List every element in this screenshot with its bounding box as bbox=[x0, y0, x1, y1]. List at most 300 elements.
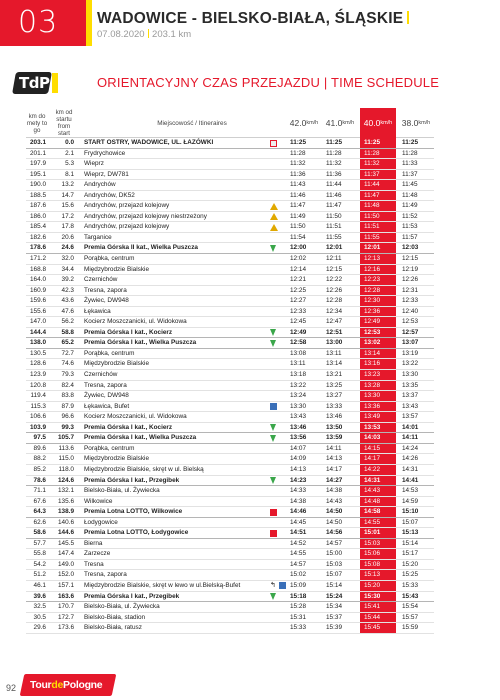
stage-date: 07.08.2020 bbox=[97, 29, 145, 40]
place-cell: Łodygowice bbox=[84, 518, 118, 526]
time-cell: 11:28 bbox=[402, 149, 418, 157]
km-to-go-cell: 103.9 bbox=[30, 423, 46, 431]
place-cell: Wieprz, DW781 bbox=[84, 170, 129, 178]
time-cell: 14:31 bbox=[402, 465, 418, 473]
mountain-classification-icon bbox=[270, 340, 276, 347]
time-cell: 12:15 bbox=[402, 255, 418, 263]
km-from-start-cell: 124.6 bbox=[58, 476, 74, 484]
time-cell: 12:01 bbox=[326, 244, 343, 252]
table-row bbox=[26, 275, 434, 286]
place-cell: Łękawica bbox=[84, 307, 111, 315]
km-from-start-cell: 138.9 bbox=[58, 508, 74, 516]
time-cell: 13:00 bbox=[326, 339, 343, 347]
km-from-start-cell: 145.5 bbox=[58, 539, 74, 547]
table-row bbox=[26, 412, 434, 423]
table-row bbox=[26, 296, 434, 307]
time-cell: 12:58 bbox=[290, 339, 307, 347]
time-cell: 11:50 bbox=[326, 212, 342, 220]
table-row bbox=[26, 233, 434, 244]
km-to-go-cell: 144.4 bbox=[30, 328, 46, 336]
km-from-start-cell: 163.6 bbox=[58, 592, 74, 600]
table-row bbox=[26, 191, 434, 202]
time-cell: 14:58 bbox=[364, 508, 381, 516]
table-row bbox=[26, 212, 434, 223]
place-cell: Żywiec, DW948 bbox=[84, 297, 129, 305]
time-cell: 14:17 bbox=[364, 455, 380, 463]
time-cell: 14:07 bbox=[290, 444, 306, 452]
km-to-go-cell: 160.9 bbox=[30, 286, 46, 294]
time-cell: 15:07 bbox=[326, 571, 342, 579]
mountain-classification-icon bbox=[270, 435, 276, 442]
subtitle-separator bbox=[148, 29, 150, 38]
km-from-start-cell: 82.4 bbox=[61, 381, 74, 389]
place-cell: Wieprz bbox=[84, 160, 104, 168]
time-cell: 11:48 bbox=[402, 191, 418, 199]
time-cell: 11:49 bbox=[290, 212, 306, 220]
time-cell: 15:08 bbox=[364, 560, 380, 568]
header-speed-unit: km/h bbox=[306, 119, 319, 126]
km-from-start-cell: 72.7 bbox=[61, 349, 74, 357]
time-cell: 14:50 bbox=[326, 508, 343, 516]
time-cell: 11:28 bbox=[290, 149, 306, 157]
km-from-start-cell: 115.0 bbox=[58, 455, 74, 463]
time-cell: 13:24 bbox=[290, 392, 306, 400]
place-cell: Tresna, zapora bbox=[84, 381, 127, 389]
time-cell: 13:46 bbox=[326, 413, 342, 421]
header-speed-unit: km/h bbox=[380, 119, 393, 126]
header-speed-2 bbox=[360, 108, 396, 138]
km-from-start-cell: 83.8 bbox=[61, 392, 74, 400]
time-cell: 13:57 bbox=[402, 413, 418, 421]
km-from-start-cell: 39.2 bbox=[61, 276, 74, 284]
time-cell: 15:13 bbox=[402, 529, 419, 537]
time-cell: 11:54 bbox=[290, 233, 306, 241]
km-from-start-cell: 132.1 bbox=[58, 487, 74, 495]
time-cell: 13:36 bbox=[364, 402, 380, 410]
time-cell: 13:43 bbox=[290, 413, 306, 421]
time-cell: 11:47 bbox=[326, 202, 342, 210]
time-cell: 13:35 bbox=[402, 381, 418, 389]
place-cell: Tresna bbox=[84, 560, 104, 568]
time-cell: 11:55 bbox=[326, 233, 342, 241]
time-cell: 15:54 bbox=[402, 603, 418, 611]
km-from-start-cell: 2.1 bbox=[65, 149, 74, 157]
place-cell: Premia Górska I kat., Przegibek bbox=[84, 592, 180, 600]
time-cell: 11:37 bbox=[364, 170, 380, 178]
place-cell: Zarzecze bbox=[84, 550, 111, 558]
time-cell: 12:51 bbox=[326, 328, 343, 336]
time-cell: 11:43 bbox=[290, 181, 306, 189]
time-cell: 14:52 bbox=[290, 539, 306, 547]
time-cell: 13:33 bbox=[326, 402, 342, 410]
time-cell: 11:37 bbox=[402, 170, 418, 178]
km-to-go-cell: 120.8 bbox=[30, 381, 46, 389]
km-to-go-cell: 178.6 bbox=[30, 244, 46, 252]
time-cell: 12:45 bbox=[290, 318, 306, 326]
km-to-go-cell: 54.2 bbox=[33, 560, 46, 568]
km-to-go-cell: 201.1 bbox=[30, 149, 46, 157]
time-cell: 11:55 bbox=[364, 233, 380, 241]
km-to-go-cell: 182.6 bbox=[30, 233, 46, 241]
time-cell: 12:26 bbox=[326, 286, 342, 294]
km-from-start-cell: 8.1 bbox=[65, 170, 74, 178]
time-cell: 14:38 bbox=[326, 487, 342, 495]
mountain-classification-icon bbox=[270, 593, 276, 600]
time-cell: 12:49 bbox=[290, 328, 307, 336]
km-from-start-cell: 5.3 bbox=[65, 160, 74, 168]
table-row bbox=[26, 444, 434, 455]
time-cell: 15:06 bbox=[364, 550, 380, 558]
stage-number: 03 bbox=[18, 5, 59, 40]
km-to-go-cell: 130.5 bbox=[30, 349, 46, 357]
time-cell: 12:16 bbox=[364, 265, 380, 273]
time-cell: 14:38 bbox=[290, 497, 306, 505]
table-row bbox=[26, 497, 434, 508]
time-cell: 15:20 bbox=[402, 560, 418, 568]
table-row bbox=[26, 170, 434, 181]
table-row bbox=[26, 338, 434, 349]
time-cell: 11:49 bbox=[402, 202, 418, 210]
time-cell: 13:59 bbox=[326, 434, 343, 442]
km-from-start-cell: 42.3 bbox=[61, 286, 74, 294]
mountain-classification-icon bbox=[270, 424, 276, 431]
time-cell: 15:45 bbox=[364, 624, 380, 632]
time-cell: 11:50 bbox=[364, 212, 380, 220]
table-row bbox=[26, 476, 434, 487]
time-cell: 14:59 bbox=[402, 497, 418, 505]
tour-de-pologne-logo bbox=[20, 674, 117, 696]
time-cell: 14:46 bbox=[290, 508, 307, 516]
time-cell: 13:49 bbox=[364, 413, 380, 421]
table-row bbox=[26, 613, 434, 624]
time-cell: 15:09 bbox=[290, 581, 306, 589]
time-cell: 15:59 bbox=[402, 624, 418, 632]
time-cell: 15:37 bbox=[326, 613, 342, 621]
time-cell: 15:33 bbox=[290, 624, 306, 632]
time-cell: 14:57 bbox=[290, 560, 306, 568]
km-to-go-cell: 62.6 bbox=[33, 518, 46, 526]
time-cell: 11:25 bbox=[402, 139, 418, 146]
header-km-from-start: km od startu from start bbox=[55, 109, 73, 137]
table-row bbox=[26, 307, 434, 318]
table-row bbox=[26, 201, 434, 212]
km-to-go-cell: 164.0 bbox=[30, 276, 46, 284]
table-row bbox=[26, 507, 434, 518]
table-body bbox=[26, 138, 434, 634]
time-cell: 12:23 bbox=[364, 276, 380, 284]
time-cell: 12:49 bbox=[364, 318, 380, 326]
time-cell: 12:22 bbox=[326, 276, 342, 284]
table-row bbox=[26, 402, 434, 413]
railway-crossing-warning-icon bbox=[270, 213, 278, 220]
place-cell: Porąbka, centrum bbox=[84, 349, 135, 357]
time-cell: 11:33 bbox=[402, 160, 418, 168]
km-from-start-cell: 65.2 bbox=[61, 339, 74, 347]
time-cell: 14:17 bbox=[326, 465, 342, 473]
time-cell: 12:53 bbox=[364, 328, 381, 336]
time-cell: 14:51 bbox=[290, 529, 307, 537]
time-cell: 13:07 bbox=[402, 339, 419, 347]
time-cell: 15:57 bbox=[402, 613, 418, 621]
time-cell: 14:55 bbox=[364, 518, 380, 526]
time-cell: 14:11 bbox=[402, 434, 418, 442]
stage-title bbox=[97, 10, 409, 28]
time-cell: 11:28 bbox=[326, 149, 342, 157]
time-cell: 14:41 bbox=[402, 476, 419, 484]
km-to-go-cell: 138.0 bbox=[30, 339, 46, 347]
time-cell: 13:21 bbox=[326, 371, 342, 379]
time-cell: 15:34 bbox=[326, 603, 342, 611]
time-cell: 14:57 bbox=[326, 539, 342, 547]
header-place: Miejscowość / Itineraires bbox=[157, 119, 227, 127]
time-cell: 11:53 bbox=[402, 223, 418, 231]
time-cell: 15:31 bbox=[290, 613, 306, 621]
time-cell: 13:11 bbox=[290, 360, 306, 368]
header-speed-3 bbox=[398, 108, 434, 138]
km-to-go-cell: 115.3 bbox=[30, 402, 46, 410]
time-cell: 15:03 bbox=[326, 560, 342, 568]
time-cell: 13:18 bbox=[290, 371, 306, 379]
km-from-start-cell: 118.0 bbox=[58, 465, 74, 473]
time-cell: 11:44 bbox=[326, 181, 342, 189]
header-km-to-go: km do mety to go bbox=[26, 112, 48, 134]
km-to-go-cell: 58.6 bbox=[33, 529, 46, 537]
sprint-icon bbox=[270, 509, 277, 516]
km-from-start-cell: 140.6 bbox=[58, 518, 74, 526]
table-row bbox=[26, 381, 434, 392]
km-to-go-cell: 195.1 bbox=[30, 170, 46, 178]
time-cell: 13:22 bbox=[402, 360, 418, 368]
time-cell: 13:37 bbox=[402, 392, 418, 400]
table-row bbox=[26, 349, 434, 360]
time-cell: 14:43 bbox=[364, 487, 380, 495]
time-cell: 14:22 bbox=[364, 465, 380, 473]
time-cell: 13:23 bbox=[364, 371, 380, 379]
time-cell: 14:09 bbox=[290, 455, 306, 463]
km-from-start-cell: 105.7 bbox=[58, 434, 74, 442]
table-row bbox=[26, 254, 434, 265]
place-cell: Premia Lotna LOTTO, Wilkowice bbox=[84, 508, 183, 516]
km-from-start-cell: 32.0 bbox=[61, 255, 74, 263]
header-speed-value: 41.0 bbox=[325, 117, 343, 128]
table-row bbox=[26, 560, 434, 571]
time-cell: 14:43 bbox=[326, 497, 342, 505]
table-row bbox=[26, 549, 434, 560]
time-cell: 11:25 bbox=[364, 139, 380, 146]
place-cell: Międzybrodzie Bialskie bbox=[84, 455, 149, 463]
time-cell: 13:28 bbox=[364, 381, 380, 389]
table-header bbox=[26, 108, 434, 138]
time-cell: 13:16 bbox=[364, 360, 380, 368]
place-cell: Premia Górska I kat., Wielka Puszcza bbox=[84, 339, 197, 347]
time-cell: 14:55 bbox=[290, 550, 306, 558]
tdp-logo-text: TdP bbox=[19, 74, 50, 92]
km-from-start-cell: 152.0 bbox=[58, 571, 74, 579]
time-cell: 15:14 bbox=[326, 581, 342, 589]
km-to-go-cell: 190.0 bbox=[30, 181, 46, 189]
km-from-start-cell: 47.6 bbox=[61, 307, 74, 315]
km-from-start-cell: 87.9 bbox=[61, 402, 74, 410]
time-cell: 15:28 bbox=[290, 603, 306, 611]
place-cell: Porąbka, centrum bbox=[84, 444, 135, 452]
km-to-go-cell: 203.1 bbox=[30, 139, 46, 146]
time-cell: 14:24 bbox=[402, 444, 418, 452]
km-to-go-cell: 30.5 bbox=[33, 613, 46, 621]
time-cell: 12:33 bbox=[402, 297, 418, 305]
table-row bbox=[26, 317, 434, 328]
time-cell: 12:15 bbox=[326, 265, 342, 273]
place-cell: Wilkowice bbox=[84, 497, 113, 505]
time-cell: 15:24 bbox=[326, 592, 343, 600]
time-cell: 12:53 bbox=[402, 318, 418, 326]
km-from-start-cell: 96.6 bbox=[61, 413, 74, 421]
time-cell: 11:57 bbox=[402, 233, 418, 241]
time-cell: 15:25 bbox=[402, 571, 418, 579]
place-cell: Frydrychowice bbox=[84, 149, 126, 157]
header-speed-value: 40.0 bbox=[363, 117, 381, 128]
place-cell: Porąbka, centrum bbox=[84, 255, 135, 263]
time-cell: 14:15 bbox=[364, 444, 380, 452]
railway-crossing-warning-icon bbox=[270, 203, 278, 210]
table-row bbox=[26, 602, 434, 613]
place-cell: Łękawica, Bufet bbox=[84, 402, 130, 410]
time-cell: 14:45 bbox=[290, 518, 306, 526]
time-cell: 12:40 bbox=[402, 307, 418, 315]
time-cell: 11:46 bbox=[290, 191, 306, 199]
header-speed-value: 38.0 bbox=[401, 117, 419, 128]
km-to-go-cell: 29.6 bbox=[33, 624, 46, 632]
place-cell: Kocierz Moszczanicki, ul. Widokowa bbox=[84, 413, 187, 421]
time-cell: 15:30 bbox=[364, 592, 381, 600]
km-to-go-cell: 168.8 bbox=[30, 265, 46, 273]
km-to-go-cell: 64.3 bbox=[33, 508, 46, 516]
place-cell: Żywiec, DW948 bbox=[84, 392, 129, 400]
km-to-go-cell: 155.6 bbox=[30, 307, 46, 315]
table-row bbox=[26, 180, 434, 191]
time-cell: 13:02 bbox=[364, 339, 381, 347]
place-cell: Kocierz Moszczanicki, ul. Widokowa bbox=[84, 318, 187, 326]
time-cell: 11:25 bbox=[326, 139, 342, 146]
km-to-go-cell: 85.2 bbox=[33, 465, 46, 473]
time-cell: 15:03 bbox=[364, 539, 380, 547]
time-cell: 15:18 bbox=[290, 592, 307, 600]
time-cell: 13:25 bbox=[326, 381, 342, 389]
stage-subtitle bbox=[97, 29, 191, 40]
table-row bbox=[26, 528, 434, 539]
table-row bbox=[26, 570, 434, 581]
time-cell: 14:27 bbox=[326, 476, 343, 484]
time-cell: 15:02 bbox=[290, 571, 306, 579]
time-cell: 11:36 bbox=[290, 170, 306, 178]
time-cell: 11:32 bbox=[326, 160, 342, 168]
km-from-start-cell: 149.0 bbox=[58, 560, 74, 568]
km-from-start-cell: 24.6 bbox=[61, 244, 74, 252]
km-from-start-cell: 13.2 bbox=[61, 181, 74, 189]
time-cell: 12:34 bbox=[326, 307, 342, 315]
km-to-go-cell: 119.4 bbox=[30, 392, 46, 400]
start-flag-icon bbox=[270, 140, 277, 147]
place-cell: Premia Górska I kat., Wielka Puszcza bbox=[84, 434, 197, 442]
stage-title-text: WADOWICE - BIELSKO-BIAŁA, ŚLĄSKIE bbox=[97, 10, 404, 27]
time-cell: 12:47 bbox=[326, 318, 342, 326]
time-cell: 15:13 bbox=[364, 571, 380, 579]
place-cell: Andrychów, przejazd kolejowy bbox=[84, 223, 170, 231]
table-row bbox=[26, 539, 434, 550]
place-cell: Andrychów, przejazd kolejowy niestrzeżony bbox=[84, 212, 207, 220]
km-from-start-cell: 58.8 bbox=[61, 328, 74, 336]
tdp-logo bbox=[12, 72, 52, 94]
footer-logo-text: TourdePologne bbox=[30, 679, 103, 691]
time-cell: 14:11 bbox=[326, 444, 342, 452]
km-to-go-cell: 71.1 bbox=[33, 487, 46, 495]
time-cell: 12:30 bbox=[364, 297, 380, 305]
km-to-go-cell: 55.8 bbox=[33, 550, 46, 558]
time-cell: 11:32 bbox=[290, 160, 306, 168]
km-from-start-cell: 14.7 bbox=[61, 191, 74, 199]
time-cell: 13:53 bbox=[364, 423, 381, 431]
time-cell: 13:19 bbox=[402, 349, 418, 357]
time-cell: 14:48 bbox=[364, 497, 380, 505]
table-row bbox=[26, 222, 434, 233]
km-from-start-cell: 135.6 bbox=[58, 497, 74, 505]
time-cell: 12:02 bbox=[290, 255, 306, 263]
time-cell: 14:56 bbox=[326, 529, 343, 537]
km-from-start-cell: 173.6 bbox=[58, 624, 74, 632]
place-cell: START OSTRY, WADOWICE, UL. ŁAZÓWKI bbox=[84, 139, 214, 146]
time-cell: 12:57 bbox=[402, 328, 419, 336]
time-cell: 12:28 bbox=[364, 286, 380, 294]
table-row bbox=[26, 159, 434, 170]
time-cell: 11:47 bbox=[364, 191, 380, 199]
section-accent-bar bbox=[52, 73, 58, 93]
mountain-classification-icon bbox=[270, 477, 276, 484]
km-to-go-cell: 188.5 bbox=[30, 191, 46, 199]
place-cell: Tresna, zapora bbox=[84, 286, 127, 294]
place-cell: Bielsko-Biała, ul. Żywiecka bbox=[84, 487, 160, 495]
time-cell: 14:33 bbox=[290, 487, 306, 495]
time-cell: 15:14 bbox=[402, 539, 418, 547]
place-cell: Andrychów, DK52 bbox=[84, 191, 135, 199]
km-to-go-cell: 159.6 bbox=[30, 297, 46, 305]
time-cell: 11:47 bbox=[290, 202, 306, 210]
mountain-classification-icon bbox=[270, 245, 276, 252]
time-cell: 15:17 bbox=[402, 550, 418, 558]
km-to-go-cell: 67.6 bbox=[33, 497, 46, 505]
km-from-start-cell: 17.2 bbox=[61, 212, 74, 220]
table-row bbox=[26, 138, 434, 149]
km-to-go-cell: 106.6 bbox=[30, 413, 46, 421]
time-cell: 11:44 bbox=[364, 181, 380, 189]
km-from-start-cell: 15.6 bbox=[61, 202, 74, 210]
km-from-start-cell: 157.1 bbox=[58, 581, 74, 589]
place-cell: Bielsko-Biała, ul. Żywiecka bbox=[84, 603, 160, 611]
time-cell: 12:11 bbox=[326, 255, 342, 263]
place-cell: Andrychów bbox=[84, 181, 116, 189]
place-cell: Międzybrodzie Bialskie, skręt w ul. Bielską bbox=[84, 465, 204, 473]
time-cell: 13:46 bbox=[290, 423, 307, 431]
table-row bbox=[26, 518, 434, 529]
place-cell: Targanice bbox=[84, 233, 112, 241]
km-to-go-cell: 51.2 bbox=[33, 571, 46, 579]
time-cell: 15:44 bbox=[364, 613, 380, 621]
page-number: 92 bbox=[6, 683, 17, 693]
km-to-go-cell: 46.1 bbox=[33, 581, 46, 589]
table-row bbox=[26, 328, 434, 339]
time-cell: 14:26 bbox=[402, 455, 418, 463]
section-title: ORIENTACYJNY CZAS PRZEJAZDU | TIME SCHEDULE bbox=[97, 75, 440, 90]
time-cell: 12:26 bbox=[402, 276, 418, 284]
place-cell: Międzybrodzie Bialskie, skręt w lewo w ul.Bielską-Bufet bbox=[84, 581, 241, 589]
